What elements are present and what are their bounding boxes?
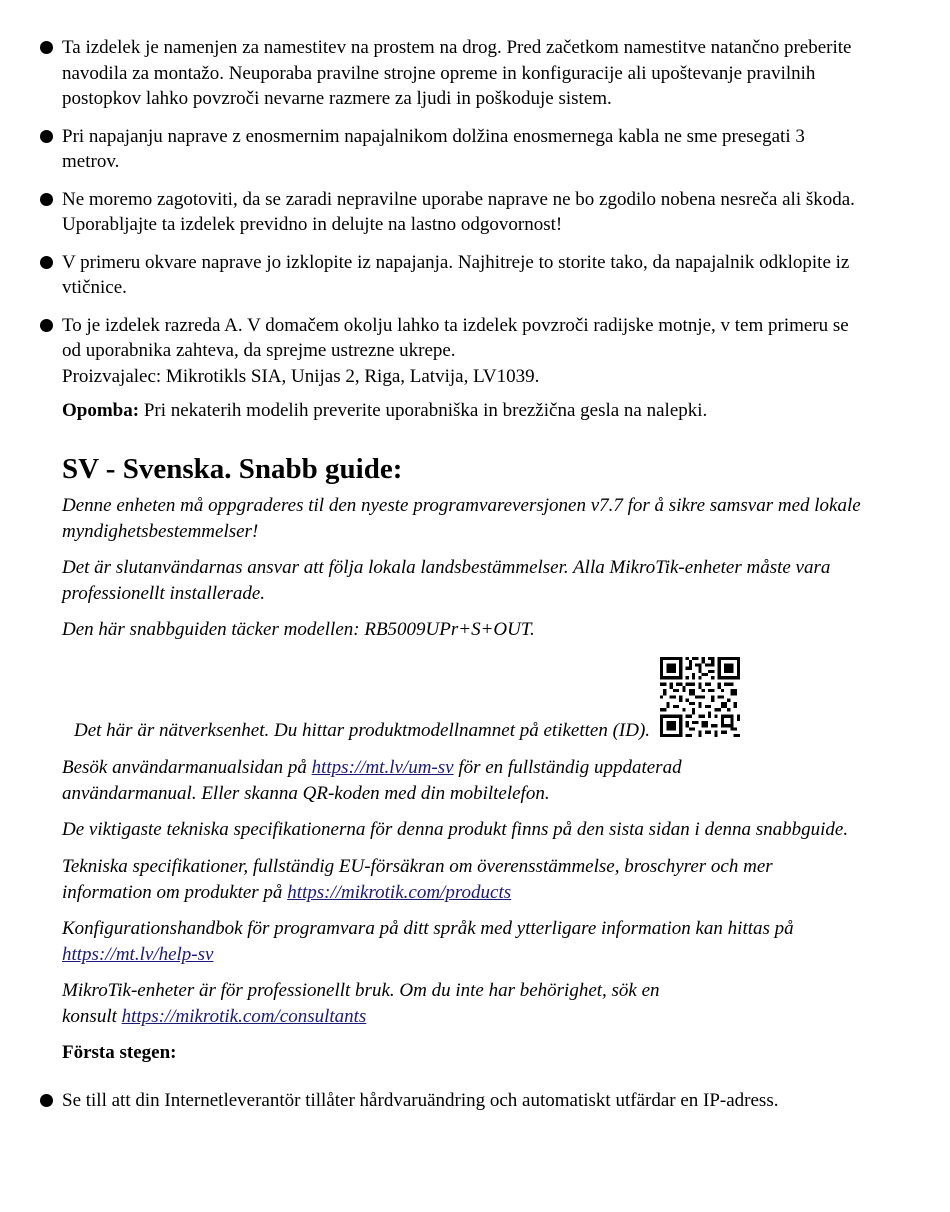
list-item <box>62 124 862 175</box>
specs-text <box>62 854 802 905</box>
help-link[interactable]: https://mt.lv/help-sv <box>62 943 214 965</box>
professional-text <box>62 978 702 1029</box>
upgrade-paragraph <box>62 493 862 544</box>
bullet-dot-icon <box>40 256 53 269</box>
first-steps-text: Första stegen: <box>62 1042 177 1063</box>
model-paragraph <box>62 617 862 643</box>
note-paragraph <box>62 398 862 424</box>
bullet-dot-icon <box>40 130 53 143</box>
section-heading: SV - Svenska. Snabb guide: <box>62 453 403 485</box>
model-text: Den här snabbguiden täcker modellen: RB5009UPr+S+OUT. <box>62 619 535 640</box>
products-link[interactable]: https://mikrotik.com/products <box>287 881 512 903</box>
specs-paragraph <box>62 854 802 905</box>
professional-pre-text: MikroTik-enheter är för professionellt bruk. Om du inte har behörighet, sök en konsult <box>62 980 660 1027</box>
bullet-text: Ne moremo zagotoviti, da se zaradi nepravilne uporabe naprave ne bo zgodilo nobena nesreča ali škoda. Uporabljajte ta izdelek previdno in delujte na lastno odgovornost! <box>62 188 855 235</box>
responsibility-text: Det är slutanvändarnas ansvar att följa lokala landsbestämmelser. Alla MikroTik-enheter måste vara professionellt installerade. <box>62 557 831 604</box>
list-item <box>62 187 862 238</box>
config-text <box>62 916 802 967</box>
bullet-text: Pri napajanju naprave z enosmernim napajalnikom dolžina enosmernega kabla ne sme presegati 3 metrov. <box>62 125 805 172</box>
list-item <box>62 250 862 301</box>
swedish-bullet-list <box>62 1088 862 1126</box>
bullet-dot-icon <box>40 193 53 206</box>
note-label: Opomba: <box>62 400 140 421</box>
manual-post-text: för en fullständig uppdaterad användarmanual. Eller skanna QR-koden med din mobiltelefon. <box>62 757 682 804</box>
list-item <box>62 313 862 390</box>
bullet-dot-icon <box>40 319 53 332</box>
manual-pre-text: Besök användarmanualsidan på <box>62 757 312 778</box>
manual-text <box>62 755 762 806</box>
bullet-text: Se till att din Internetleverantör tillåter hårdvaruändring och automatiskt utfärdar en IP-adress. <box>62 1090 779 1111</box>
bullet-text: To je izdelek razreda A. V domačem okolju lahko ta izdelek povzroči radijske motnje, v tem primeru se od uporabnika zahteva, da sprejme ustrezne ukrepe. <box>62 314 849 361</box>
specs-last-page-paragraph <box>62 817 862 843</box>
responsibility-paragraph <box>62 555 862 606</box>
manual-paragraph <box>62 755 762 806</box>
specs-last-page-text: De viktigaste tekniska specifikationerna för denna produkt finns på den sista sidan i denna snabbguide. <box>62 819 849 840</box>
network-device-paragraph <box>74 718 674 744</box>
slovenian-bullet-list <box>62 35 862 401</box>
config-paragraph <box>62 916 802 967</box>
note-text: Pri nekaterih modelih preverite uporabniška in brezžična gesla na nalepki. <box>139 400 708 421</box>
config-pre-text: Konfigurationshandbok för programvara på ditt språk med ytterligare information kan hittas på <box>62 918 794 939</box>
bullet-dot-icon <box>40 41 53 54</box>
bullet-dot-icon <box>40 1094 53 1107</box>
manual-link[interactable]: https://mt.lv/um-sv <box>311 757 454 778</box>
upgrade-text: Denne enheten må oppgraderes til den nyeste programvareversjonen v7.7 for å sikre samsvar med lokale myndighetsbestemmelser! <box>62 495 861 542</box>
professional-paragraph <box>62 978 702 1029</box>
first-steps-heading <box>62 1040 862 1066</box>
network-device-text: Det här är nätverksenhet. Du hittar produktmodellnamnet på etiketten (ID). <box>74 720 651 741</box>
specs-pre-text: Tekniska specifikationer, fullständig EU-försäkran om överensstämmelse, broschyrer och mer information om produkter på <box>62 856 773 903</box>
bullet-text: V primeru okvare naprave jo izklopite iz napajanja. Najhitreje to storite tako, da napajalnik odklopite iz vtičnice. <box>62 251 850 298</box>
consultants-link[interactable]: https://mikrotik.com/consultants <box>121 1005 367 1027</box>
list-item <box>62 1088 862 1114</box>
manufacturer-line: Proizvajalec: Mikrotikls SIA, Unijas 2, Riga, Latvija, LV1039. <box>62 365 540 387</box>
list-item <box>62 35 862 112</box>
bullet-text: Ta izdelek je namenjen za namestitev na prostem na drog. Pred začetkom namestitve natančno preberite navodila za montažo. Neuporaba pravilne strojne opreme in konfiguracije ali upoštevanje pravilnih postopkov lahko povzroči nevarne razmere za ljudi in poškoduje sistem. <box>62 37 852 109</box>
